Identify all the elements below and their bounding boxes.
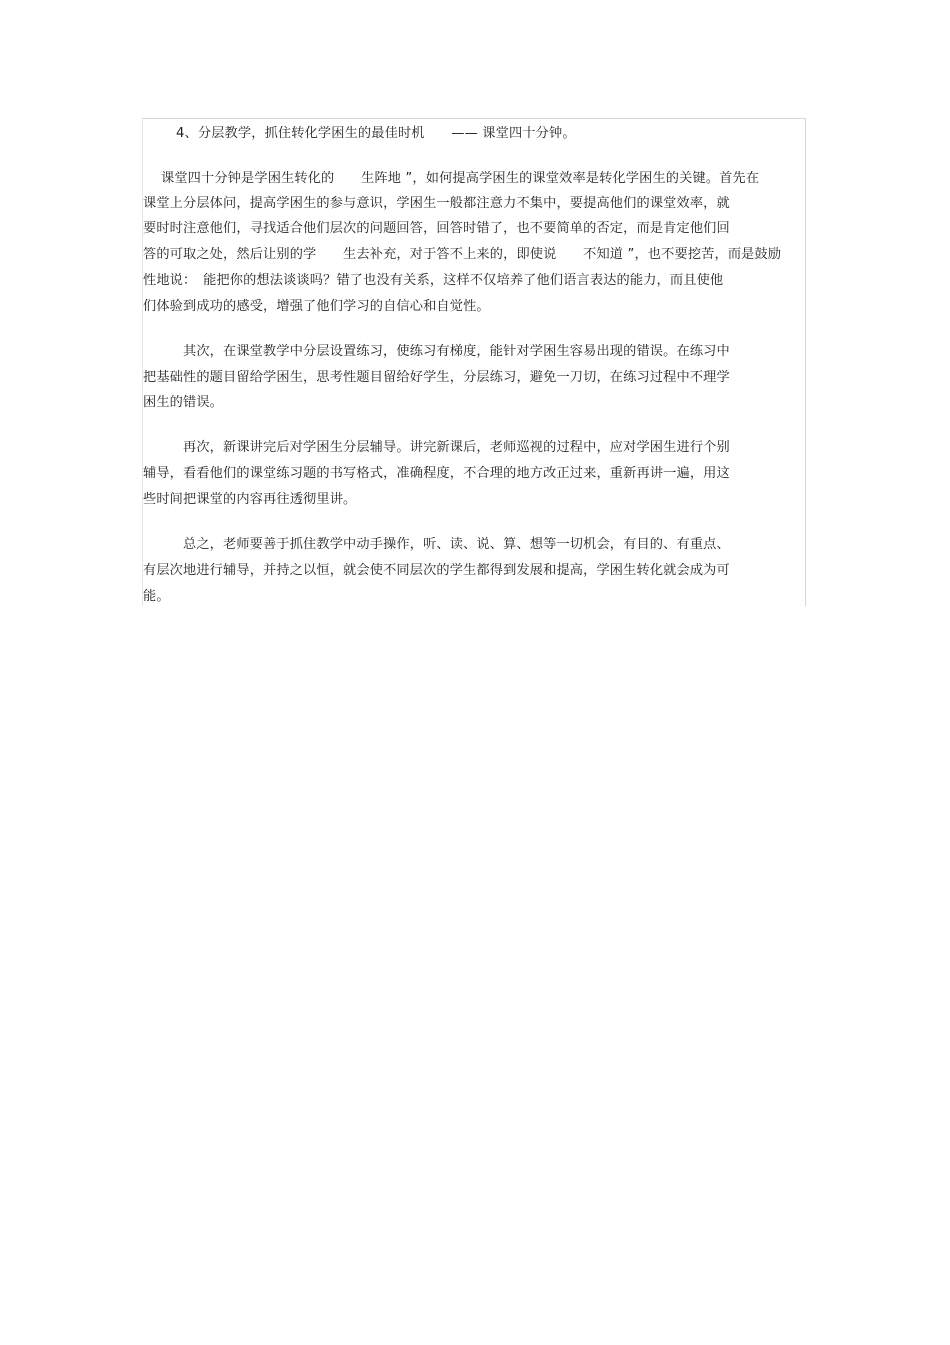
paragraph-4-line-3: 能。 xyxy=(143,589,170,604)
paragraph-1-line-6: 们体验到成功的感受，增强了他们学习的自信心和自觉性。 xyxy=(143,299,490,314)
paragraph-2-line-2: 把基础性的题目留给学困生，思考性题目留给好学生，分层练习，避免一刀切，在练习过程中不理学 xyxy=(143,370,730,385)
paragraph-2-line-1: 其次，在课堂教学中分层设置练习，使练习有梯度，能针对学困生容易出现的错误。在练习中 xyxy=(183,344,730,359)
paragraph-3-line-1: 再次，新课讲完后对学困生分层辅导。讲完新课后，老师巡视的过程中，应对学困生进行个别 xyxy=(183,440,730,455)
paragraph-3-line-2: 辅导，看看他们的课堂练习题的书写格式，准确程度，不合理的地方改正过来，重新再讲一遍，用这 xyxy=(143,466,730,481)
paragraph-2-line-3: 困生的错误。 xyxy=(143,395,224,410)
paragraph-1-line-4: 答的可取之处，然后让别的学 生去补充，对于答不上来的，即使说 不知道 ”，也不要挖苦，而是鼓励 xyxy=(143,247,782,262)
paragraph-1-line-1: 课堂四十分钟是学困生转化的 生阵地 ”，如何提高学困生的课堂效率是转化学困生的关键。首先在 xyxy=(161,171,760,186)
paragraph-3-line-3: 些时间把课堂的内容再往透彻里讲。 xyxy=(143,492,357,507)
paragraph-1-line-2: 课堂上分层体问，提高学困生的参与意识，学困生一般都注意力不集中，要提高他们的课堂效率，就 xyxy=(143,196,730,211)
paragraph-4-line-2: 有层次地进行辅导，并持之以恒，就会使不同层次的学生都得到发展和提高，学困生转化就会成为可 xyxy=(143,563,730,578)
paragraph-4-line-1: 总之，老师要善于抓住教学中动手操作，听、读、说、算、想等一切机会，有目的、有重点、 xyxy=(183,537,730,552)
paragraph-1-line-5: 性地说： 能把你的想法谈谈吗？错了也没有关系，这样不仅培养了他们语言表达的能力，而且使他 xyxy=(143,273,724,288)
document-frame xyxy=(142,118,806,606)
section-heading: 4、分层教学，抓住转化学困生的最佳时机 —— 课堂四十分钟。 xyxy=(176,126,576,141)
paragraph-1-line-3: 要时时注意他们，寻找适合他们层次的问题回答，回答时错了，也不要简单的否定，而是肯定他们回 xyxy=(143,221,730,236)
